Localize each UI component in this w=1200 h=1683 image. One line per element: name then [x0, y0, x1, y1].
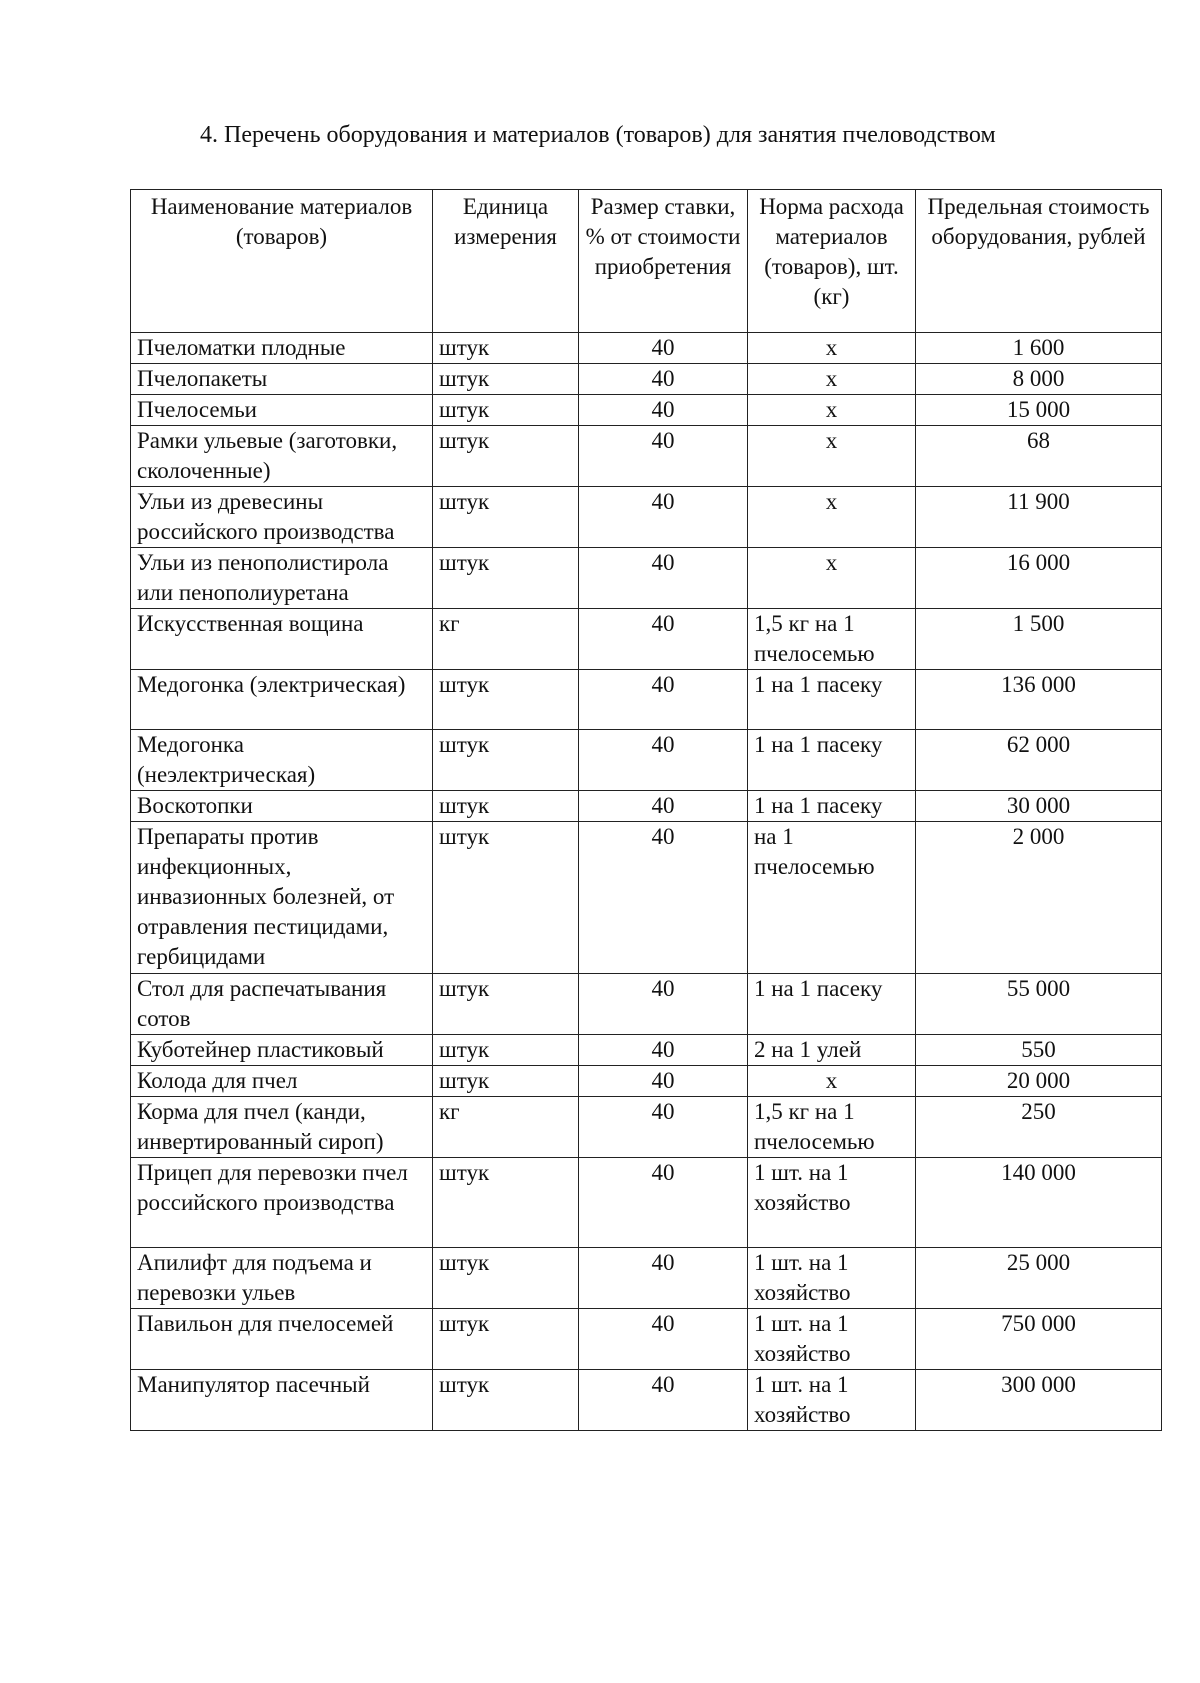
- cell-unit: штук: [433, 1035, 579, 1066]
- cell-price: 68: [916, 426, 1162, 487]
- cell-norm: х: [748, 426, 916, 487]
- cell-name: Павильон для пчелосемей: [131, 1309, 433, 1370]
- cell-rate: 40: [579, 822, 748, 974]
- cell-rate: 40: [579, 1097, 748, 1158]
- cell-rate: 40: [579, 1035, 748, 1066]
- cell-price: 62 000: [916, 730, 1162, 791]
- table-body: [131, 333, 1162, 1431]
- cell-unit: кг: [433, 609, 579, 670]
- materials-table: [130, 189, 1162, 1431]
- table-row: [131, 1309, 1162, 1370]
- cell-name: Корма для пчел (канди, инвертированный сироп): [131, 1097, 433, 1158]
- table-row: [131, 670, 1162, 730]
- cell-name: Медогонка (электрическая): [131, 670, 433, 730]
- cell-price: 1 500: [916, 609, 1162, 670]
- cell-price: 8 000: [916, 364, 1162, 395]
- cell-norm: 1 на 1 пасеку: [748, 974, 916, 1035]
- cell-unit: штук: [433, 1158, 579, 1248]
- cell-norm: 1,5 кг на 1 пчелосемью: [748, 1097, 916, 1158]
- cell-name: Пчеломатки плодные: [131, 333, 433, 364]
- header-norm: Норма расхода материалов (товаров), шт. (кг): [748, 190, 916, 333]
- cell-unit: штук: [433, 730, 579, 791]
- table-row: [131, 1097, 1162, 1158]
- table-row: [131, 1248, 1162, 1309]
- cell-unit: штук: [433, 822, 579, 974]
- header-price: Предельная стоимость оборудования, рублей: [916, 190, 1162, 333]
- cell-rate: 40: [579, 730, 748, 791]
- cell-name: Ульи из древесины российского производства: [131, 487, 433, 548]
- table-header-row: [131, 190, 1162, 333]
- cell-name: Куботейнер пластиковый: [131, 1035, 433, 1066]
- cell-price: 30 000: [916, 791, 1162, 822]
- cell-rate: 40: [579, 1248, 748, 1309]
- cell-norm: 1 на 1 пасеку: [748, 730, 916, 791]
- table-row: [131, 333, 1162, 364]
- cell-norm: х: [748, 364, 916, 395]
- cell-norm: х: [748, 333, 916, 364]
- cell-price: 750 000: [916, 1309, 1162, 1370]
- cell-price: 550: [916, 1035, 1162, 1066]
- cell-unit: штук: [433, 1370, 579, 1431]
- cell-unit: штук: [433, 426, 579, 487]
- table-row: [131, 1066, 1162, 1097]
- cell-unit: штук: [433, 1309, 579, 1370]
- cell-name: Прицеп для перевозки пчел российского производства: [131, 1158, 433, 1248]
- table-row: [131, 1035, 1162, 1066]
- cell-price: 300 000: [916, 1370, 1162, 1431]
- cell-norm: х: [748, 1066, 916, 1097]
- cell-name: Рамки ульевые (заготовки, сколоченные): [131, 426, 433, 487]
- cell-unit: штук: [433, 1066, 579, 1097]
- cell-name: Воскотопки: [131, 791, 433, 822]
- cell-unit: штук: [433, 333, 579, 364]
- cell-rate: 40: [579, 974, 748, 1035]
- cell-unit: штук: [433, 395, 579, 426]
- table-row: [131, 487, 1162, 548]
- table-row: [131, 609, 1162, 670]
- cell-unit: штук: [433, 670, 579, 730]
- cell-name: Пчелопакеты: [131, 364, 433, 395]
- table-row: [131, 1370, 1162, 1431]
- cell-norm: 1 шт. на 1 хозяйство: [748, 1370, 916, 1431]
- cell-price: 11 900: [916, 487, 1162, 548]
- cell-price: 250: [916, 1097, 1162, 1158]
- header-name: Наименование материалов (товаров): [131, 190, 433, 333]
- table-row: [131, 730, 1162, 791]
- cell-rate: 40: [579, 1309, 748, 1370]
- cell-norm: 1 шт. на 1 хозяйство: [748, 1248, 916, 1309]
- cell-price: 15 000: [916, 395, 1162, 426]
- table-row: [131, 1158, 1162, 1248]
- table-row: [131, 822, 1162, 974]
- cell-price: 136 000: [916, 670, 1162, 730]
- table-row: [131, 426, 1162, 487]
- cell-norm: х: [748, 487, 916, 548]
- cell-norm: 2 на 1 улей: [748, 1035, 916, 1066]
- cell-price: 20 000: [916, 1066, 1162, 1097]
- cell-price: 55 000: [916, 974, 1162, 1035]
- cell-name: Искусственная вощина: [131, 609, 433, 670]
- cell-rate: 40: [579, 609, 748, 670]
- cell-unit: штук: [433, 548, 579, 609]
- cell-rate: 40: [579, 548, 748, 609]
- cell-rate: 40: [579, 791, 748, 822]
- cell-rate: 40: [579, 426, 748, 487]
- cell-unit: штук: [433, 1248, 579, 1309]
- cell-norm: на 1 пчелосемью: [748, 822, 916, 974]
- cell-rate: 40: [579, 395, 748, 426]
- page-title: 4. Перечень оборудования и материалов (товаров) для занятия пчеловодством: [200, 122, 996, 148]
- cell-unit: штук: [433, 791, 579, 822]
- header-unit: Единица измерения: [433, 190, 579, 333]
- cell-price: 2 000: [916, 822, 1162, 974]
- cell-norm: 1,5 кг на 1 пчелосемью: [748, 609, 916, 670]
- cell-name: Пчелосемьи: [131, 395, 433, 426]
- cell-rate: 40: [579, 333, 748, 364]
- cell-rate: 40: [579, 1066, 748, 1097]
- cell-price: 16 000: [916, 548, 1162, 609]
- table-row: [131, 395, 1162, 426]
- cell-name: Препараты против инфекционных, инвазионных болезней, от отравления пестицидами, гербицидами: [131, 822, 433, 974]
- cell-rate: 40: [579, 1158, 748, 1248]
- table-row: [131, 364, 1162, 395]
- cell-rate: 40: [579, 487, 748, 548]
- cell-unit: кг: [433, 1097, 579, 1158]
- table-row: [131, 548, 1162, 609]
- cell-rate: 40: [579, 364, 748, 395]
- cell-norm: 1 на 1 пасеку: [748, 670, 916, 730]
- cell-rate: 40: [579, 1370, 748, 1431]
- cell-unit: штук: [433, 364, 579, 395]
- cell-norm: 1 шт. на 1 хозяйство: [748, 1309, 916, 1370]
- cell-unit: штук: [433, 974, 579, 1035]
- cell-name: Апилифт для подъема и перевозки ульев: [131, 1248, 433, 1309]
- cell-rate: 40: [579, 670, 748, 730]
- cell-norm: 1 на 1 пасеку: [748, 791, 916, 822]
- cell-price: 1 600: [916, 333, 1162, 364]
- cell-name: Стол для распечатывания сотов: [131, 974, 433, 1035]
- cell-name: Колода для пчел: [131, 1066, 433, 1097]
- cell-name: Манипулятор пасечный: [131, 1370, 433, 1431]
- cell-name: Ульи из пенополистирола или пенополиуретана: [131, 548, 433, 609]
- cell-price: 25 000: [916, 1248, 1162, 1309]
- table-row: [131, 791, 1162, 822]
- header-rate: Размер ставки, % от стоимости приобретения: [579, 190, 748, 333]
- cell-norm: х: [748, 395, 916, 426]
- cell-unit: штук: [433, 487, 579, 548]
- cell-name: Медогонка (неэлектрическая): [131, 730, 433, 791]
- cell-norm: х: [748, 548, 916, 609]
- cell-norm: 1 шт. на 1 хозяйство: [748, 1158, 916, 1248]
- cell-price: 140 000: [916, 1158, 1162, 1248]
- table-row: [131, 974, 1162, 1035]
